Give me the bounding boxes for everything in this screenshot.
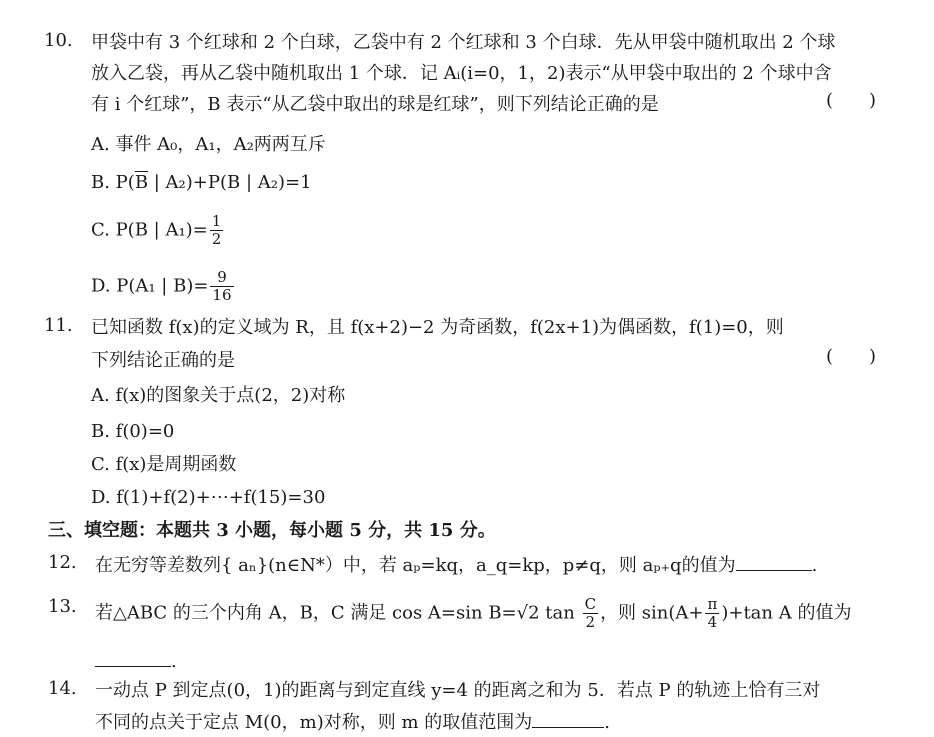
question-text: 甲袋中有 3 个红球和 2 个白球，乙袋中有 2 个红球和 3 个白球．先从甲袋中随机取出 2 个球: [91, 32, 836, 53]
question-text: 已知函数 f(x)的定义域为 R，且 f(x+2)−2 为奇函数，f(2x+1)为偶函数，f(1)=0，则: [91, 317, 784, 338]
question-text: 不同的点关于定点 M(0，m)对称，则 m 的取值范围为 .: [95, 709, 610, 736]
question-number: 12.: [48, 552, 77, 573]
fraction: $\frac{\pi}{4}$: [707, 595, 718, 631]
question-number: 13.: [48, 596, 77, 617]
question-number: 14.: [48, 678, 77, 699]
answer-blank: [95, 648, 171, 667]
answer-line: .: [95, 648, 177, 675]
question-text: 在无穷等差数列{ aₙ}(n∈N*）中，若 aₚ=kq，a_q=kp，p≠q，则 aₚ₊q的值为 .: [95, 552, 817, 579]
option-a: A. 事件 A₀，A₁，A₂两两互斥: [91, 134, 326, 155]
question-text: 若△ABC 的三个内角 A，B，C 满足 cos A=sin B=√2 tan $\frac{C}{2}$ ，则 sin(A+ $\frac{\pi}{4}$ )+tan A 的值为: [95, 595, 852, 631]
question-text: 一动点 P 到定点(0，1)的距离与到定直线 y=4 的距离之和为 5．若点 P 的轨迹上恰有三对: [95, 680, 821, 701]
option-d: D. f(1)+f(2)+⋯+f(15)=30: [91, 487, 326, 508]
fraction: $\frac{1}{2}$: [211, 212, 222, 248]
question-text: 放入乙袋，再从乙袋中随机取出 1 个球．记 Aᵢ(i=0，1，2)表示“从甲袋中取出的 2 个球中含: [91, 63, 832, 84]
option-b: B. $P(\overline{B}$ | A₂)+P(B | A₂)=1: [91, 172, 312, 193]
answer-paren: ( ): [825, 90, 876, 111]
question-text: 下列结论正确的是: [91, 350, 235, 371]
option-b: B. f(0)=0: [91, 421, 175, 442]
question-number: 11.: [44, 315, 73, 336]
option-a: A. f(x)的图象关于点(2，2)对称: [91, 385, 346, 406]
answer-paren: ( ): [825, 346, 876, 367]
answer-blank: [532, 709, 604, 728]
fraction: $\frac{C}{2}$: [584, 595, 597, 631]
question-text: 有 i 个红球”，B 表示“从乙袋中取出的球是红球”，则下列结论正确的是: [91, 94, 659, 115]
option-c: C. P(B | A₁)= $\frac{1}{2}$: [91, 212, 222, 248]
section-heading: 三、填空题：本题共 3 小题，每小题 5 分，共 15 分。: [48, 520, 496, 541]
option-d: D. P(A₁ | B)= $\frac{9}{16}$: [91, 268, 232, 304]
option-c: C. f(x)是周期函数: [91, 454, 237, 475]
fraction: $\frac{9}{16}$: [212, 268, 232, 304]
question-number: 10.: [44, 30, 73, 51]
answer-blank: [736, 552, 812, 571]
